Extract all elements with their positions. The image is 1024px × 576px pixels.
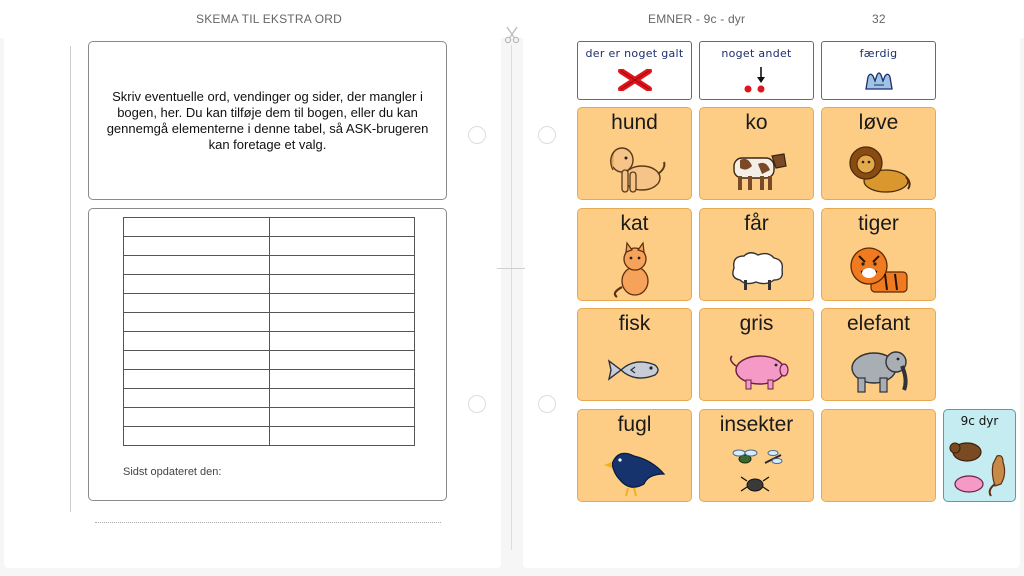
table-cell — [269, 427, 415, 446]
bird-icon — [604, 444, 666, 498]
table-row — [124, 427, 415, 446]
table-cell — [269, 237, 415, 256]
arrow-dots-icon — [740, 65, 774, 95]
table-cell — [124, 256, 270, 275]
table-cell — [124, 275, 270, 294]
pig-icon — [724, 348, 790, 392]
table-cell — [269, 332, 415, 351]
dog-icon — [600, 140, 670, 198]
scissors-icon — [503, 26, 521, 44]
elephant-icon — [846, 344, 912, 396]
margin-line — [70, 46, 71, 512]
finished-label: færdig — [859, 47, 898, 60]
right-page-title: EMNER - 9c - dyr — [648, 12, 746, 26]
table-cell — [124, 237, 270, 256]
finished-button[interactable] — [821, 41, 936, 100]
table-row — [124, 370, 415, 389]
table-row — [124, 332, 415, 351]
word-label: kat — [620, 212, 649, 235]
table-row — [124, 275, 415, 294]
something-wrong-button[interactable] — [577, 41, 692, 100]
fold-marker — [497, 268, 525, 269]
table-cell — [124, 313, 270, 332]
word-elefant-button[interactable] — [821, 308, 936, 401]
word-tiger-button[interactable] — [821, 208, 936, 301]
table-cell — [269, 275, 415, 294]
animals-folder-icon — [947, 434, 1014, 500]
cow-icon — [722, 144, 792, 194]
tiger-icon — [847, 242, 911, 298]
word-insekter-button[interactable] — [699, 409, 814, 502]
word-label: fugl — [617, 413, 652, 436]
binder-hole — [468, 395, 486, 413]
word-label: fisk — [618, 312, 651, 335]
table-cell — [124, 427, 270, 446]
table-cell — [124, 389, 270, 408]
table-cell — [269, 370, 415, 389]
table-row — [124, 408, 415, 427]
table-row — [124, 313, 415, 332]
table-cell — [124, 408, 270, 427]
table-cell — [124, 351, 270, 370]
word-kat-button[interactable] — [577, 208, 692, 301]
red-x-icon — [618, 69, 652, 91]
table-row — [124, 256, 415, 275]
finished-hands-icon — [862, 67, 896, 93]
table-row — [124, 389, 415, 408]
table-cell — [269, 313, 415, 332]
word-label: gris — [739, 312, 774, 335]
folder-9c-dyr-button[interactable] — [943, 409, 1016, 502]
table-cell — [124, 332, 270, 351]
cat-icon — [605, 241, 665, 299]
table-cell — [124, 370, 270, 389]
table-cell — [269, 389, 415, 408]
sheep-icon — [722, 246, 792, 294]
word-gris-button[interactable] — [699, 308, 814, 401]
table-cell — [269, 408, 415, 427]
table-cell — [124, 218, 270, 237]
something-wrong-label: der er noget galt — [585, 47, 684, 60]
word-label: hund — [611, 111, 658, 134]
word-hund-button[interactable] — [577, 107, 692, 200]
table-cell — [269, 256, 415, 275]
instructions-box — [88, 41, 447, 200]
insects-icon — [725, 445, 789, 497]
word-faar-button[interactable] — [699, 208, 814, 301]
word-label: løve — [858, 111, 899, 134]
word-loeve-button[interactable] — [821, 107, 936, 200]
table-cell — [269, 351, 415, 370]
word-label: insekter — [719, 413, 794, 436]
word-fisk-button[interactable] — [577, 308, 692, 401]
instructions-text: Skriv eventuelle ord, vendinger og sider, der mangler i bogen, her. Du kan tilføje dem til bogen, eller du kan gennemgå elementerne i denne tabel, så ASK-brugeren kan foretage et valg. — [106, 89, 429, 152]
page-number: 32 — [872, 12, 886, 26]
something-else-button[interactable] — [699, 41, 814, 100]
extra-words-table — [123, 217, 415, 446]
table-row — [124, 294, 415, 313]
something-else-label: noget andet — [721, 47, 792, 60]
word-ko-button[interactable] — [699, 107, 814, 200]
extra-words-table-box — [88, 208, 447, 501]
binder-hole — [538, 126, 556, 144]
table-cell — [124, 294, 270, 313]
updated-label: Sidst opdateret den: — [123, 466, 222, 478]
word-label: elefant — [846, 312, 911, 335]
word-fugl-button[interactable] — [577, 409, 692, 502]
table-row — [124, 218, 415, 237]
center-fold-line — [511, 45, 512, 550]
binder-hole — [468, 126, 486, 144]
word-label: tiger — [858, 212, 899, 235]
left-page-title: SKEMA TIL EKSTRA ORD — [196, 12, 343, 26]
binder-hole — [538, 395, 556, 413]
lion-icon — [844, 141, 914, 197]
table-row — [124, 351, 415, 370]
word-label: ko — [745, 111, 768, 134]
fish-icon — [605, 355, 665, 385]
table-cell — [269, 218, 415, 237]
word-empty-button[interactable] — [821, 409, 936, 502]
table-row — [124, 237, 415, 256]
folder-label: 9c dyr — [960, 414, 999, 428]
dotted-line — [95, 522, 441, 523]
table-cell — [269, 294, 415, 313]
word-label: får — [744, 212, 769, 235]
